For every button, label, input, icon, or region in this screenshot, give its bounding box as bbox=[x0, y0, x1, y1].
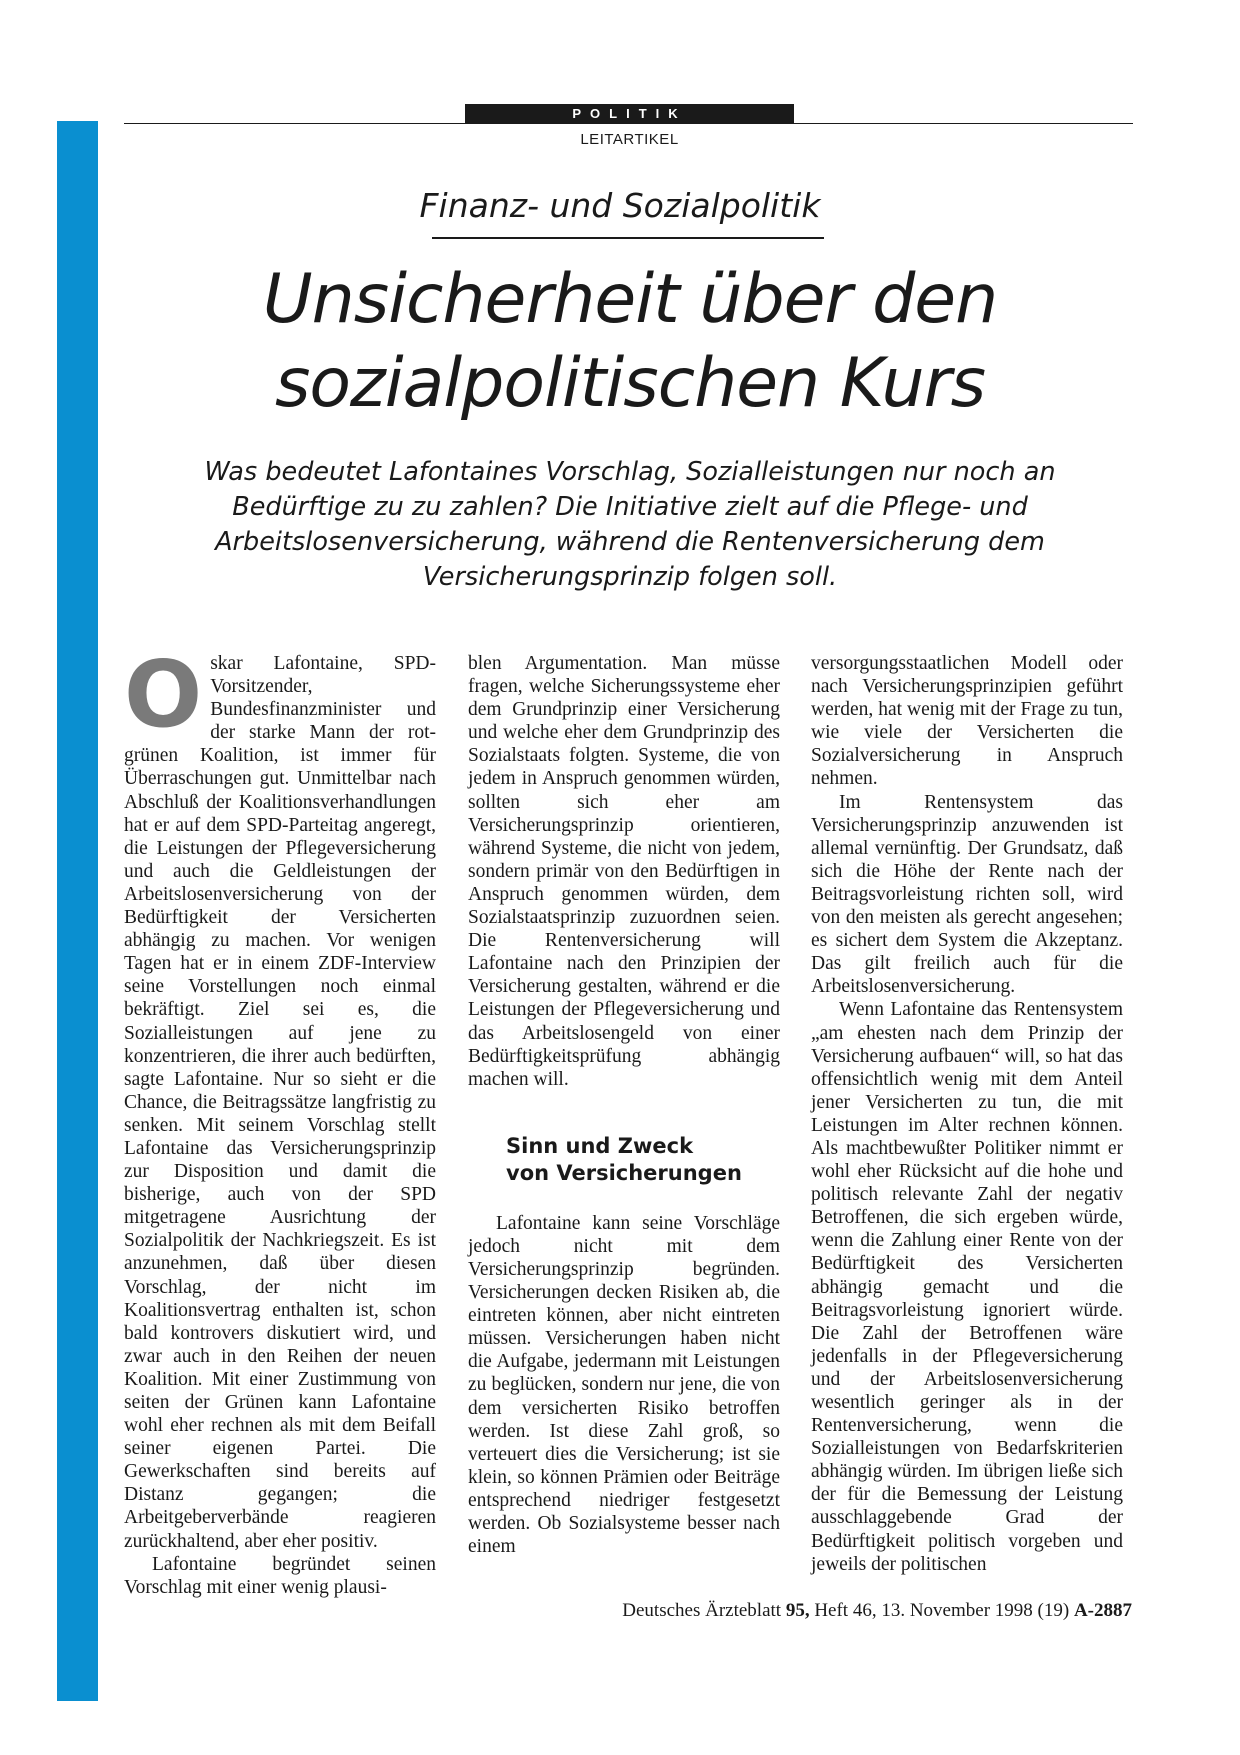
drop-cap: O bbox=[124, 641, 203, 748]
article-column-2 bbox=[468, 652, 780, 1558]
blue-side-bar bbox=[57, 121, 98, 1701]
subsection-label: LEITARTIKEL bbox=[580, 131, 679, 148]
column-3-paragraph-2: Im Rentensystem das Versicherungsprinzip anzuwenden ist allemal vernünftig. Der Grundsatz, daß sich die Höhe der Rente nach der Beitragsvorleistung richten soll, wird von den meisten als gerecht angesehen; es sichert dem System die Akzeptanz. Das gilt freilich auch für die Arbeitslosenversicherung. bbox=[811, 791, 1123, 998]
volume-number: 95, bbox=[785, 1600, 810, 1621]
headline bbox=[180, 258, 1080, 426]
subheading-line-2: von Versicherungen bbox=[506, 1160, 742, 1185]
article-column-3 bbox=[811, 652, 1123, 1576]
headline-line-1: Unsicherheit über den bbox=[262, 260, 998, 339]
column-3-paragraph-3: Wenn Lafontaine das Rentensystem „am ehesten nach dem Prinzip der Versicherung aufbauen“ will, so hat das offensichtlich wenig mit dem Anteil jener Versicherten zu tun, die mit Leistungen im Alter rechnen können. Als machtbewußter Politiker nimmt er wohl eher Rücksicht auf die hohe und politisch relevante Zahl der negativ Betroffenen, die sich ergeben würde, wenn die Zahlung einer Rente von der Bedürftigkeit des Versicherten abhängig gemacht und die Beitragsvorleistung ignoriert würde. Die Zahl der Betroffenen wäre jedenfalls in der Pflegeversicherung und der Arbeitslosenversicherung wesentlich geringer als in der Rentenversicherung, wenn die Sozialleistungen von Bedarfskriterien abhängig würden. Im übrigen ließe sich der für die Bemessung der Leistung ausschlaggebende Grad der Bedürftigkeit politisch vorgeben und jeweils der politischen bbox=[811, 999, 1123, 1575]
column-2-paragraph-2: Lafontaine kann seine Vorschläge jedoch nicht mit dem Versicherungsprinzip begründen. Versicherungen decken Risiken ab, die eintreten können, aber nicht eintreten müssen. Versicherungen haben nicht die Aufgabe, jedermann mit Leistungen zu beglücken, sondern nur jene, die von dem versicherten Risiko betroffen werden. Ist diese Zahl groß, so verteuert dies die Versicherung; ist sie klein, so können Prämien oder Beiträge entsprechend niedriger festgesetzt werden. Ob Sozialsysteme besser nach einem bbox=[468, 1212, 780, 1558]
issue-info: Heft 46, 13. November 1998 (19) bbox=[814, 1600, 1070, 1621]
article-column-1 bbox=[124, 641, 436, 1599]
page-footer bbox=[520, 1600, 1132, 1622]
kicker-rule bbox=[432, 237, 824, 239]
column-2-paragraph-1: blen Argumentation. Man müsse fragen, welche Sicherungssysteme eher dem Grundprinzip einer Versicherung und welche eher dem Grundprinzip des Sozialstaats folgten. Systeme, die von jedem in Anspruch genommen würden, sollten sich eher am Versicherungsprinzip orientieren, während Systeme, die nicht von jedem, sondern primär von den Bedürftigen in Anspruch genommen würden, dem Sozialstaatsprinzip zuzuordnen seien. Die Rentenversicherung will Lafontaine nach den Prinzipien der Versicherung gestalten, während er die Leistungen der Pflegeversicherung und das Arbeitslosengeld von einer Bedürftigkeitsprüfung abhängig machen will. bbox=[468, 653, 780, 1090]
subheading-line-1: Sinn und Zweck bbox=[506, 1133, 694, 1158]
column-1-paragraph-1-text: skar Lafontaine, SPD-Vorsitzender, Bundesfinanzminister und der starke Mann der rot-grünen Koalition, ist immer für Überraschungen gut. Unmittelbar nach Abschluß der Koalitionsverhandlungen hat er auf dem SPD-Parteitag angeregt, die Leistungen der Pflegeversicherung und auch die Geldleistungen der Arbeitslosenversicherung von der Bedürftigkeit der Versicherten abhängig zu machen. Vor wenigen Tagen hat er in einem ZDF-Interview seine Vorstellungen noch einmal bekräftigt. Ziel sei es, die Sozialleistungen auf jene zu konzentrieren, die ihrer auch bedürften, sagte Lafontaine. Nur so sieht er die Chance, die Beitragssätze langfristig zu senken. Mit seinem Vorschlag stellt Lafontaine das Versicherungsprinzip zur Disposition und damit die bisherige, auch von der SPD mitgetragene Ausrichtung der Sozialpolitik der Nachkriegszeit. Es ist anzunehmen, daß über diesen Vorschlag, der nicht im Koalitionsvertrag enthalten ist, schon bald kontrovers diskutiert wird, und zwar auch in den Reihen der neuen Koalition. Mit einer Zustimmung von seiten der Grünen kann Lafontaine wohl eher rechnen als mit dem Beifall seiner eigenen Partei. Die Gewerkschaften sind bereits auf Distanz gegangen; die Arbeitgeberverbände reagieren zurückhaltend, aber eher positiv. bbox=[124, 653, 436, 1552]
header-rule bbox=[124, 123, 1133, 124]
column-1-paragraph-2: Lafontaine begründet seinen Vorschlag mit einer wenig plausi- bbox=[124, 1553, 436, 1598]
journal-name: Deutsches Ärzteblatt bbox=[622, 1600, 782, 1621]
subheading bbox=[506, 1133, 780, 1187]
headline-line-2: sozialpolitischen Kurs bbox=[275, 344, 985, 423]
page-number: A-2887 bbox=[1073, 1600, 1132, 1621]
kicker: Finanz- und Sozialpolitik bbox=[419, 186, 821, 225]
section-label: POLITIK bbox=[465, 104, 794, 123]
column-3-paragraph-1: versorgungsstaatlichen Modell oder nach Versicherungsprinzipien geführt werden, hat wenig mit der Frage zu tun, wie viele der Versicherten die Sozialversicherung in Anspruch nehmen. bbox=[811, 653, 1123, 790]
lead-paragraph: Was bedeutet Lafontaines Vorschlag, Sozialleistungen nur noch an Bedürftige zu zu zahlen? Die Initiative zielt auf die Pflege- und Arbeitslosenversicherung, während die Rentenversicherung dem Versicherungsprinzip folgen soll. bbox=[204, 457, 1056, 592]
column-1-paragraph-1 bbox=[124, 641, 436, 1553]
